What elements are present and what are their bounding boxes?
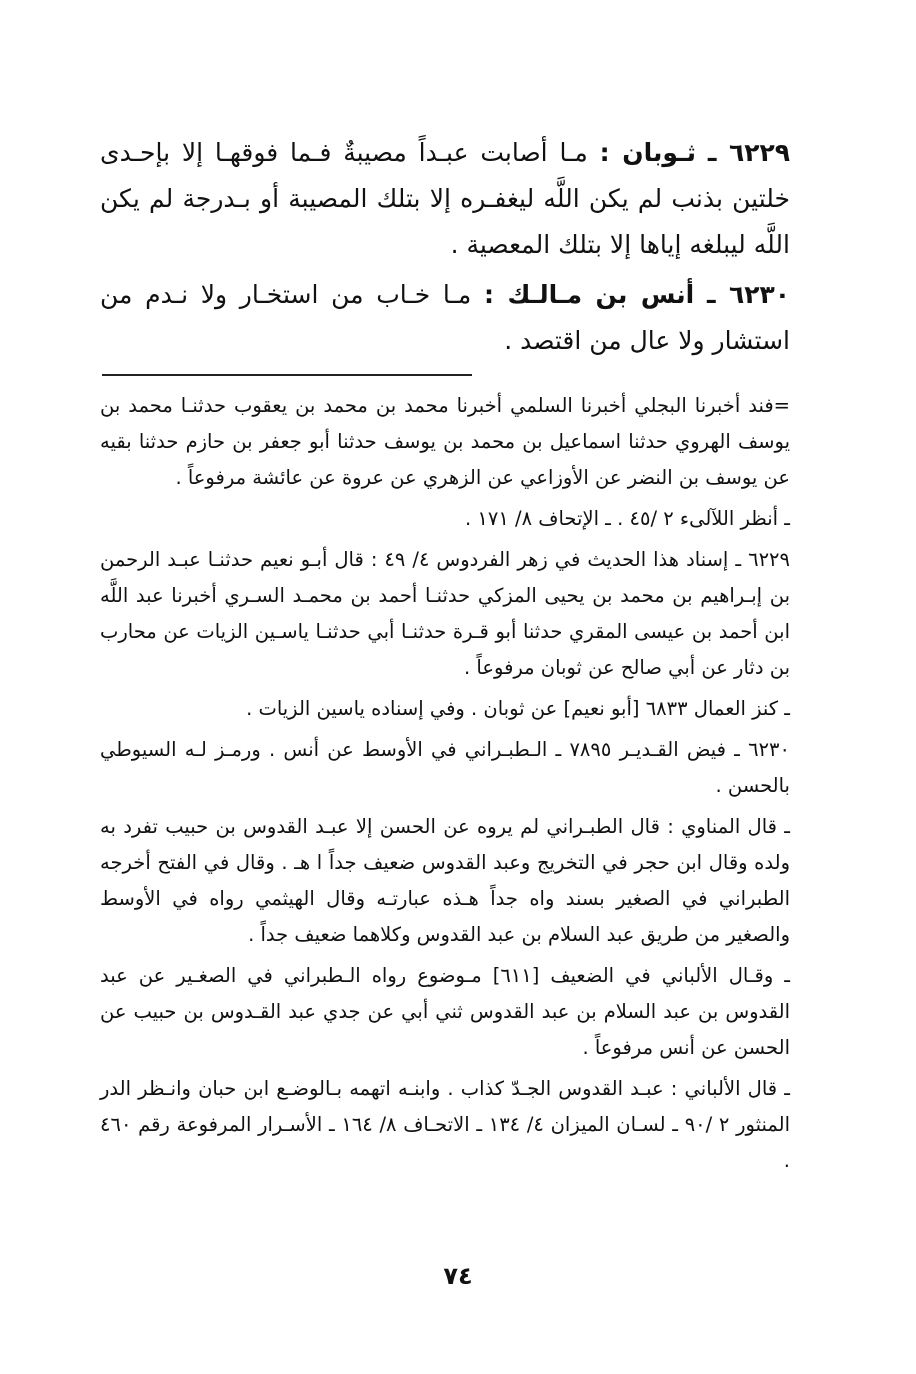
footnotes — [100, 388, 790, 1179]
footnote-divider — [102, 374, 472, 376]
footnote: ٦٢٢٩ ـ إسناد هذا الحديث في زهر الفردوس ٤/ ٤٩ : قال أبـو نعيم حدثنـا عبـد الرحمن بن إبـراهيم بن محمد بن يحيى المزكي حدثنـا أحمد بن محمـد السـري أخبرنا عبد اللَّه ابن أحمد بن عيسى المقري حدثنا أبو قـرة حدثنـا أبي حدثنـا ياسـين الزيات عن محارب بن دثار عن أبي صالح عن ثوبان مرفوعاً . — [100, 548, 790, 679]
footnote: ـ كنز العمال ٦٨٣٣ [أبو نعيم] عن ثوبان . وفي إسناده ياسين الزيات . — [246, 697, 790, 720]
hadith-6230 — [100, 272, 790, 364]
footnote: =فند أخبرنا البجلي أخبرنا السلمي أخبرنا محمد بن محمد بن يعقوب حدثنـا محمد بن يوسف الهروي حدثنا اسماعيل بن محمد بن يوسف حدثنا أبو جعفر بن حازم حدثنا بقيه عن يوسف بن النضر عن الأوزاعي عن الزهري عن عروة عن عائشة مرفوعاً . — [100, 394, 790, 489]
footnote: ـ وقـال الألباني في الضعيف [٦١١] مـوضوع رواه الـطبراني في الصغـير عن عبد القدوس بن عبد السلام بن عبد القدوس ثني أبي عن جدي عبد القـدوس بن حبيب عن الحسن عن أنس مرفوعاً . — [100, 964, 790, 1059]
hadith-narrator: ثـوبان : — [599, 138, 696, 167]
hadith-text: مـا أصابت عبـداً مصيبةٌ فـما فوقهـا إلا بإحـدى خلتين بذنب لم يكن اللَّه ليغفـره إلا بتلك المصيبة أو بـدرجة لم يكن اللَّه ليبلغه إياها إلا بتلك المعصية . — [100, 138, 790, 259]
hadith-text: مـا خـاب من استخـار ولا نـدم من استشار ولا عال من اقتصد . — [100, 280, 790, 355]
hadith-narrator: أنس بن مـالـك : — [483, 280, 695, 309]
hadith-6229 — [100, 130, 790, 268]
page-number: ٧٤ — [443, 1262, 473, 1290]
footnote: ـ قال الألباني : عبـد القدوس الجـدّ كذاب . وابنـه اتهمه بـالوضـع ابن حبان وانـظر الدر المنثور ٢ /٩٠ ـ لسـان الميزان ٤/ ١٣٤ ـ الاتحـاف ٨/ ١٦٤ ـ الأسـرار المرفوعة رقم ٤٦٠ . — [100, 1077, 790, 1172]
footnote: ٦٢٣٠ ـ فيض القـديـر ٧٨٩٥ ـ الـطبـراني في الأوسط عن أنس . ورمـز لـه السيوطي بالحسن . — [100, 738, 790, 797]
page-body — [100, 130, 790, 1184]
main-text — [100, 130, 790, 364]
footnote: ـ أنظر اللآلىء ٢ /٤٥ . ـ الإتحاف ٨/ ١٧١ . — [464, 507, 790, 530]
hadith-number: ٦٢٣٠ ـ — [706, 280, 791, 309]
footnote: ـ قال المناوي : قال الطبـراني لم يروه عن الحسن إلا عبـد القدوس بن حبيب تفرد به ولده وقال ابن حجر في التخريج وعبد القدوس ضعيف جداً ا هـ . وقال في الفتح أخرجه الطبراني في الصغير بسند واه جداً هـذه عبارتـه وقال الهيثمي رواه في الأوسط والصغير من طريق عبد السلام بن عبد القدوس وكلاهما ضعيف جداً . — [100, 815, 790, 946]
hadith-number: ٦٢٢٩ ـ — [707, 138, 791, 167]
